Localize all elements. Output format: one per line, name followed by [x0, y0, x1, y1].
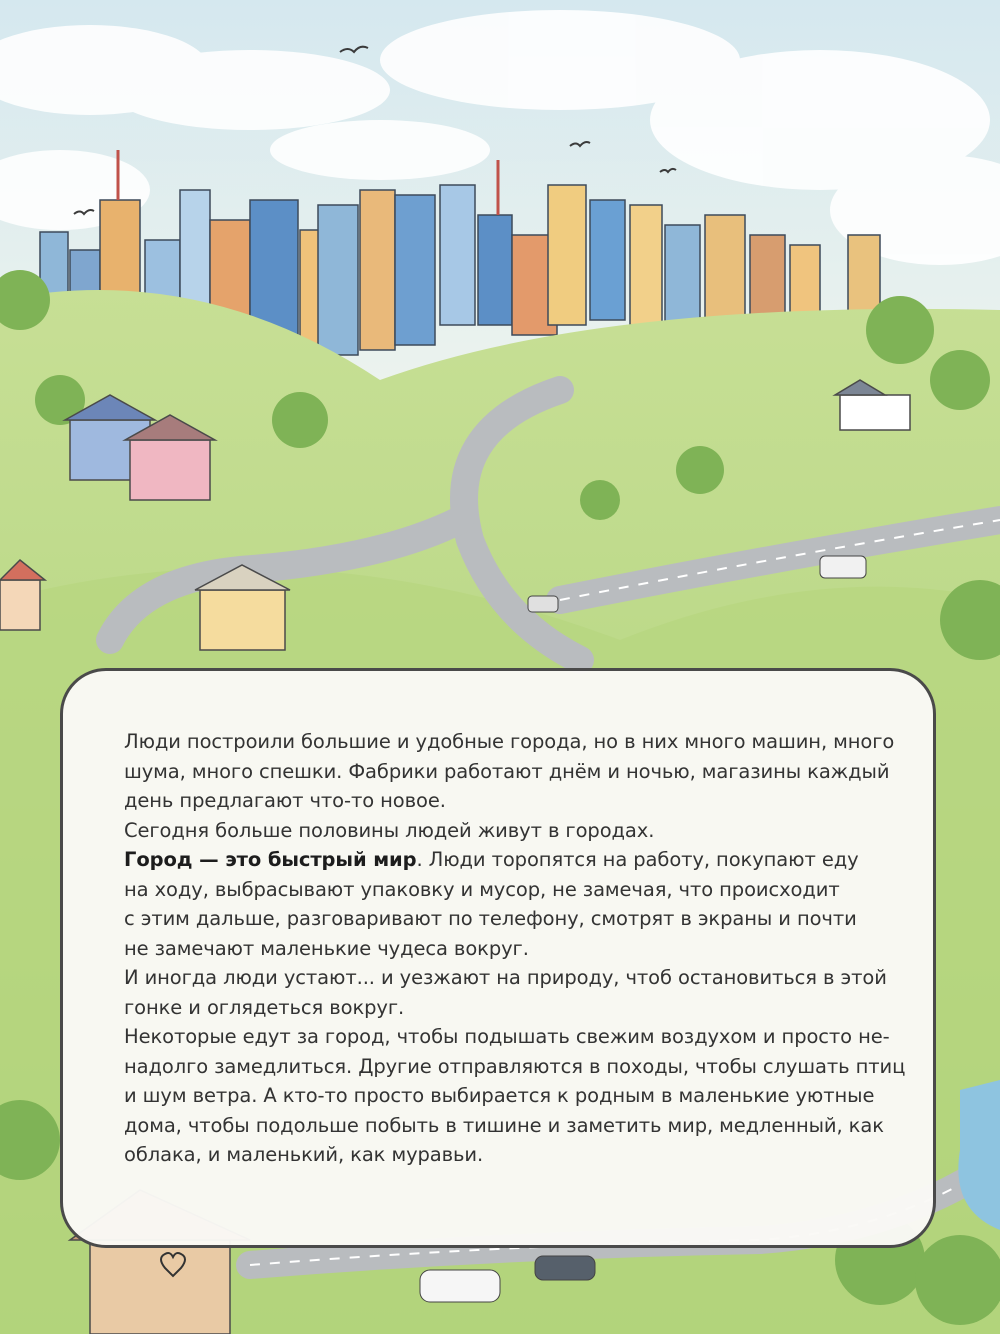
text-line: с этим дальше, разговаривают по телефону, смотрят в экраны и почти: [124, 907, 857, 930]
text-line: дома, чтобы подольше побыть в тишине и заметить мир, медленный, как: [124, 1113, 884, 1137]
text-line-bold: [124, 845, 884, 875]
text-line: Люди построили большие и удобные города, но в них много машин, много: [124, 730, 895, 753]
text-line: Некоторые едут за город, чтобы подышать свежим воздухом и просто не-: [124, 1025, 890, 1048]
text-line: облака, и маленький, как муравьи.: [124, 1143, 484, 1166]
text-line: не замечают маленькие чудеса вокруг.: [124, 936, 529, 960]
bold-line-rest: . Люди торопятся на работу, покупают еду: [416, 848, 859, 871]
text-line: и шум ветра. А кто-то просто выбирается к родным в маленькие уютные: [124, 1084, 875, 1107]
text-body: [124, 727, 906, 1170]
bold-phrase: Город — это быстрый мир: [124, 848, 417, 871]
text-line: шума, много спешки. Фабрики работают днём и ночью, магазины каждый: [124, 759, 890, 783]
text-line: надолго замедлиться. Другие отправляются в походы, чтобы слушать птиц: [124, 1054, 906, 1078]
text-line: Сегодня больше половины людей живут в городах.: [124, 818, 655, 842]
text-line: И иногда люди устают... и уезжают на природу, чтоб остановиться в этой: [124, 966, 887, 989]
text-line: на ходу, выбрасывают упаковку и мусор, не замечая, что происходит: [124, 877, 840, 901]
text-line: день предлагают что-то новое.: [124, 789, 446, 812]
text-line: гонке и оглядеться вокруг.: [124, 995, 405, 1019]
